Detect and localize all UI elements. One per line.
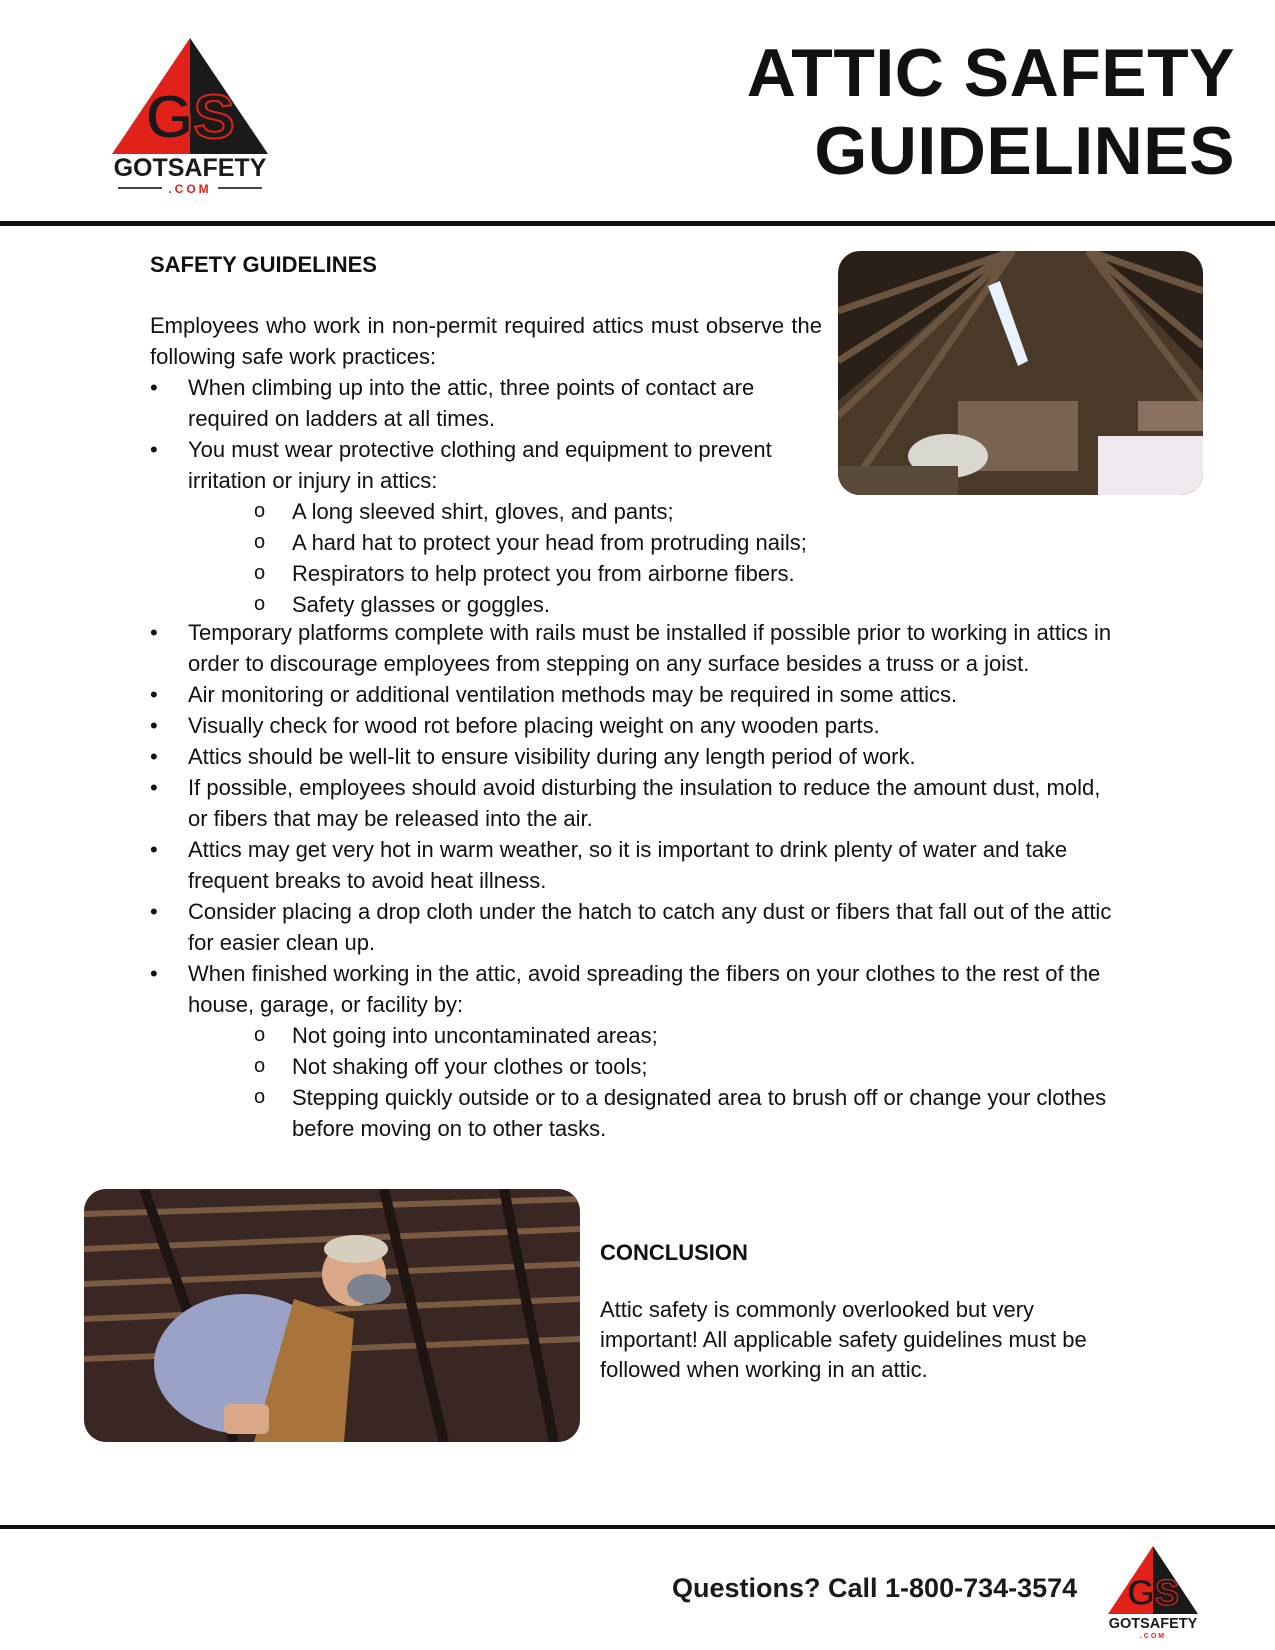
sub-item <box>188 1082 1125 1144</box>
guideline-text: If possible, employees should avoid disturbing the insulation to reduce the amount dust, mold, or fibers that may be released into the air. <box>188 775 1101 831</box>
circle-bullet-icon: o <box>254 562 266 584</box>
sub-item-text: Stepping quickly outside or to a designated area to brush off or change your clothes before moving on to other tasks. <box>292 1085 1107 1141</box>
guideline-text: When finished working in the attic, avoid spreading the fibers on your clothes to the rest of the house, garage, or facility by: <box>188 961 1101 1017</box>
bullet-icon: • <box>150 682 158 707</box>
footer-divider <box>0 1525 1275 1529</box>
circle-bullet-icon: o <box>254 1055 266 1077</box>
guideline-text: Attics may get very hot in warm weather, so it is important to drink plenty of water and take frequent breaks to avoid heat illness. <box>188 837 1068 893</box>
guideline-item <box>150 772 1125 834</box>
conclusion-paragraph: Attic safety is commonly overlooked but very important! All applicable safety guidelines must be followed when working in an attic. <box>600 1297 1087 1382</box>
guideline-item <box>150 372 830 434</box>
page-title <box>535 34 1235 190</box>
gotsafety-logo-small <box>1106 1544 1206 1640</box>
bullet-icon: • <box>150 744 158 769</box>
sub-item <box>188 496 830 527</box>
guideline-item <box>150 896 1125 958</box>
guideline-item <box>150 958 1125 1144</box>
sub-item <box>188 1051 1125 1082</box>
guideline-text: Visually check for wood rot before placing weight on any wooden parts. <box>188 713 880 738</box>
section-heading-conclusion: CONCLUSION <box>600 1240 748 1265</box>
sub-item <box>188 1020 1125 1051</box>
title-line-2: GUIDELINES <box>814 113 1235 189</box>
sub-item <box>188 527 830 558</box>
sub-item-text: A long sleeved shirt, gloves, and pants; <box>292 499 674 524</box>
sub-list <box>188 1020 1125 1144</box>
title-line-1: ATTIC SAFETY <box>746 35 1235 111</box>
logo-domain-small: .COM <box>1139 1633 1167 1640</box>
bullet-icon: • <box>150 775 158 800</box>
guideline-text: When climbing up into the attic, three points of contact are required on ladders at all times. <box>188 375 755 431</box>
sub-item-text: A hard hat to protect your head from protruding nails; <box>292 530 807 555</box>
sub-list <box>188 496 830 620</box>
circle-bullet-icon: o <box>254 593 266 615</box>
sub-item <box>188 558 830 589</box>
circle-bullet-icon: o <box>254 531 266 553</box>
guideline-text: You must wear protective clothing and equipment to prevent irritation or injury in attics: <box>188 437 772 493</box>
guideline-text: Temporary platforms complete with rails must be installed if possible prior to working in attics in order to discourage employees from stepping on any surface besides a truss or a joist. <box>188 620 1112 676</box>
bullet-icon: • <box>150 837 158 862</box>
logo-brand-small: GOTSAFETY <box>1108 1616 1198 1632</box>
guideline-text: Attics should be well-lit to ensure visibility during any length period of work. <box>188 744 916 769</box>
circle-bullet-icon: o <box>254 1086 266 1108</box>
section-heading-safety-guidelines: SAFETY GUIDELINES <box>150 252 377 277</box>
sub-item-text: Safety glasses or goggles. <box>292 592 551 617</box>
worker-in-attic-photo <box>84 1189 580 1442</box>
circle-bullet-icon: o <box>254 1024 266 1046</box>
bullet-icon: • <box>150 375 158 400</box>
bullet-icon: • <box>150 713 158 738</box>
guideline-item <box>150 834 1125 896</box>
guideline-text: Consider placing a drop cloth under the hatch to catch any dust or fibers that fall out of the attic for easier clean up. <box>188 899 1112 955</box>
gotsafety-logo <box>110 36 280 196</box>
footer-contact-text: Questions? Call 1-800-734-3574 <box>672 1573 1078 1603</box>
guideline-item <box>150 741 1125 772</box>
logo-brand: GOTSAFETY <box>113 154 267 182</box>
sub-item-text: Not going into uncontaminated areas; <box>292 1023 658 1048</box>
guideline-item <box>150 434 830 620</box>
bullet-icon: • <box>150 437 158 462</box>
attic-photo <box>838 251 1203 495</box>
logo-domain: .COM <box>168 182 212 196</box>
circle-bullet-icon: o <box>254 500 266 522</box>
bullet-icon: • <box>150 899 158 924</box>
intro-paragraph: Employees who work in non-permit required attics must observe the following safe work practices: <box>150 313 822 369</box>
logo-initials: GS <box>145 83 235 152</box>
logo-initials-small: GS <box>1126 1572 1180 1613</box>
sub-item-text: Not shaking off your clothes or tools; <box>292 1054 648 1079</box>
guideline-item <box>150 617 1125 679</box>
guideline-item <box>150 710 1125 741</box>
guidelines-list-top <box>150 372 830 620</box>
bullet-icon: • <box>150 961 158 986</box>
guideline-text: Air monitoring or additional ventilation methods may be required in some attics. <box>188 682 958 707</box>
sub-item-text: Respirators to help protect you from airborne fibers. <box>292 561 795 586</box>
header-divider <box>0 221 1275 226</box>
guideline-item <box>150 679 1125 710</box>
guidelines-list-bottom <box>150 617 1125 1144</box>
sub-item <box>188 589 830 620</box>
bullet-icon: • <box>150 620 158 645</box>
